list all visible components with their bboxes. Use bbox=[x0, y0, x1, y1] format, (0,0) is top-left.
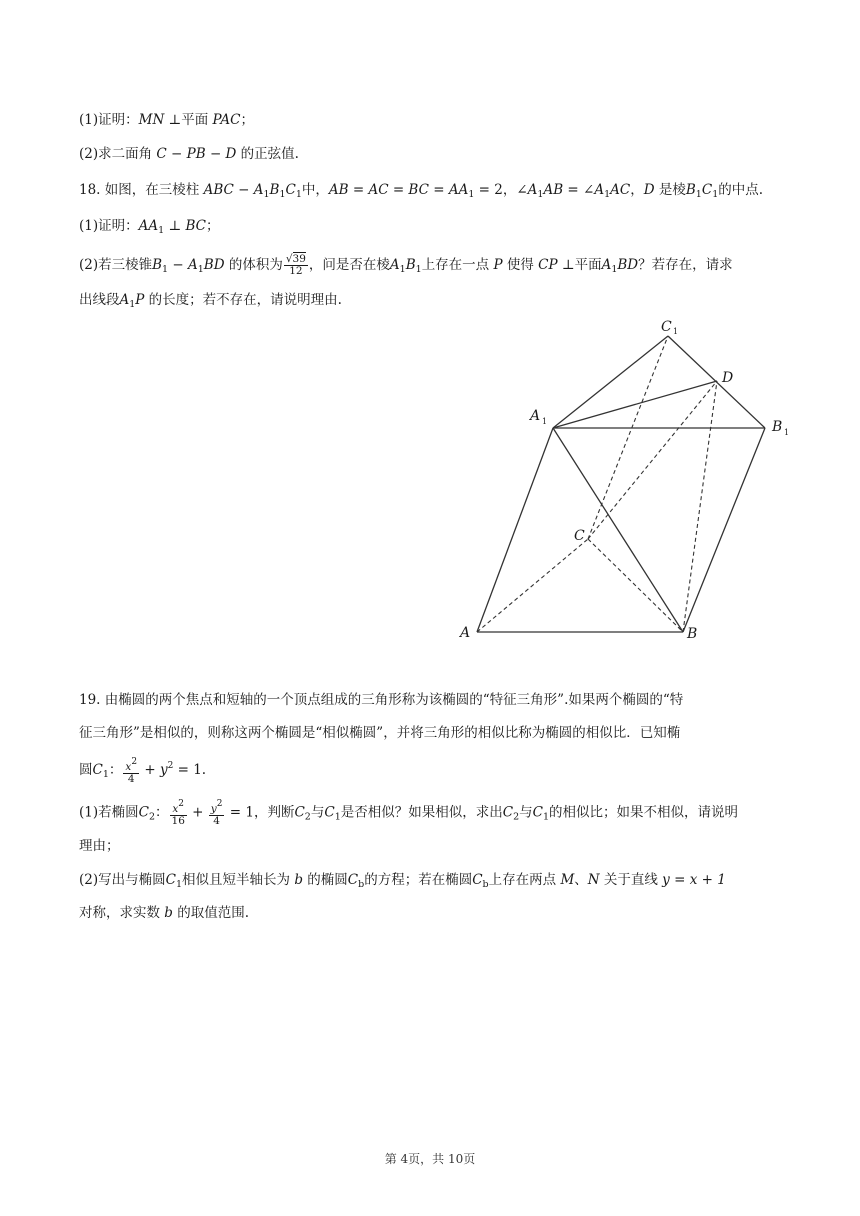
segment-A1B bbox=[553, 428, 683, 632]
edge-BB1 bbox=[683, 428, 765, 632]
label-A1-sub: 1 bbox=[542, 417, 548, 426]
segment-CD-hidden bbox=[588, 381, 717, 539]
label-B: B bbox=[687, 626, 698, 642]
fraction-x2-over-16: $\frac{x2}{16}$ bbox=[171, 799, 185, 827]
fraction-x2-over-4: $\frac{x2}{4}$ bbox=[125, 756, 138, 785]
volume-fraction: $\frac{√39}{12}$ bbox=[285, 253, 306, 277]
edge-CC1-hidden bbox=[588, 336, 668, 539]
prism-figure bbox=[450, 312, 800, 652]
q19-line3: 圆$C_1$： $\frac{x2}{4}$ + $y^2 = 1$. bbox=[79, 756, 207, 785]
label-B1-sub: 1 bbox=[784, 428, 790, 437]
q19-line2: 征三角形”是相似的，则称这两个椭圆是“相似椭圆”，并将三角形的相似比称为椭圆的相似比．已知椭 bbox=[79, 725, 681, 741]
page-footer: 第 4页，共 10页 bbox=[384, 1152, 476, 1166]
q19-part1-line2: 理由； bbox=[79, 838, 120, 854]
q19-line1: 19. 由椭圆的两个焦点和短轴的一个顶点组成的三角形称为该椭圆的“特征三角形”.如果两个椭圆的“特 bbox=[79, 692, 684, 708]
q19-part1-line1: (1)若椭圆$C_2$： $\frac{x2}{16}$ + $\frac{y2}{4}$ = 1，判断$C_2$与$C_1$是否相似？如果相似，求出$C_2$与$C_1$的相似比；如果不相似，请说明 bbox=[79, 799, 739, 827]
label-B1: B bbox=[772, 419, 783, 435]
label-C1: C bbox=[661, 319, 672, 335]
label-C: C bbox=[574, 528, 585, 544]
edge-AA1 bbox=[477, 428, 553, 632]
q18-part2-line2: 出线段$A_1P$ 的长度；若不存在，请说明理由. bbox=[79, 292, 342, 310]
edge-CB-hidden bbox=[588, 539, 683, 632]
edge-A1C1 bbox=[553, 336, 668, 428]
label-D: D bbox=[722, 370, 734, 386]
q18-stem: 18. 如图，在三棱柱 ABC − $A_1B_1C_1$中，AB = AC = BC = $AA_1 = 2$，$\angle A_1AB$ = $\angle A_1AC$，D 是棱$B_1C_1$的中点. bbox=[79, 182, 764, 200]
q18-part1: (1)证明：$AA_1$ ⊥ BC； bbox=[79, 218, 220, 236]
segment-BD-hidden bbox=[683, 381, 717, 632]
q19-part2-line1: (2)写出与椭圆$C_1$相似且短半轴长为 b 的椭圆$C_b$的方程；若在椭圆$C_b$上存在两点 M、N 关于直线 y = x + 1 bbox=[79, 872, 726, 890]
fraction-y2-over-4: $\frac{y2}{4}$ bbox=[210, 799, 223, 827]
q17-part1: (1)证明：MN ⊥平面 PAC； bbox=[79, 112, 254, 128]
label-A: A bbox=[460, 625, 471, 641]
q19-part2-line2: 对称，求实数 b 的取值范围. bbox=[79, 905, 250, 921]
label-A1: A bbox=[530, 408, 541, 424]
q18-part2-line1: (2)若三棱锥$B_1 - A_1BD$ 的体积为 $\frac{√39}{12}$ ，问是否在棱$A_1B_1$上存在一点 P 使得 CP ⊥平面$A_1BD$？若存在，请求 bbox=[79, 253, 733, 277]
q17-part2: (2)求二面角 C − PB − D 的正弦值. bbox=[79, 146, 299, 162]
label-C1-sub: 1 bbox=[673, 327, 679, 336]
